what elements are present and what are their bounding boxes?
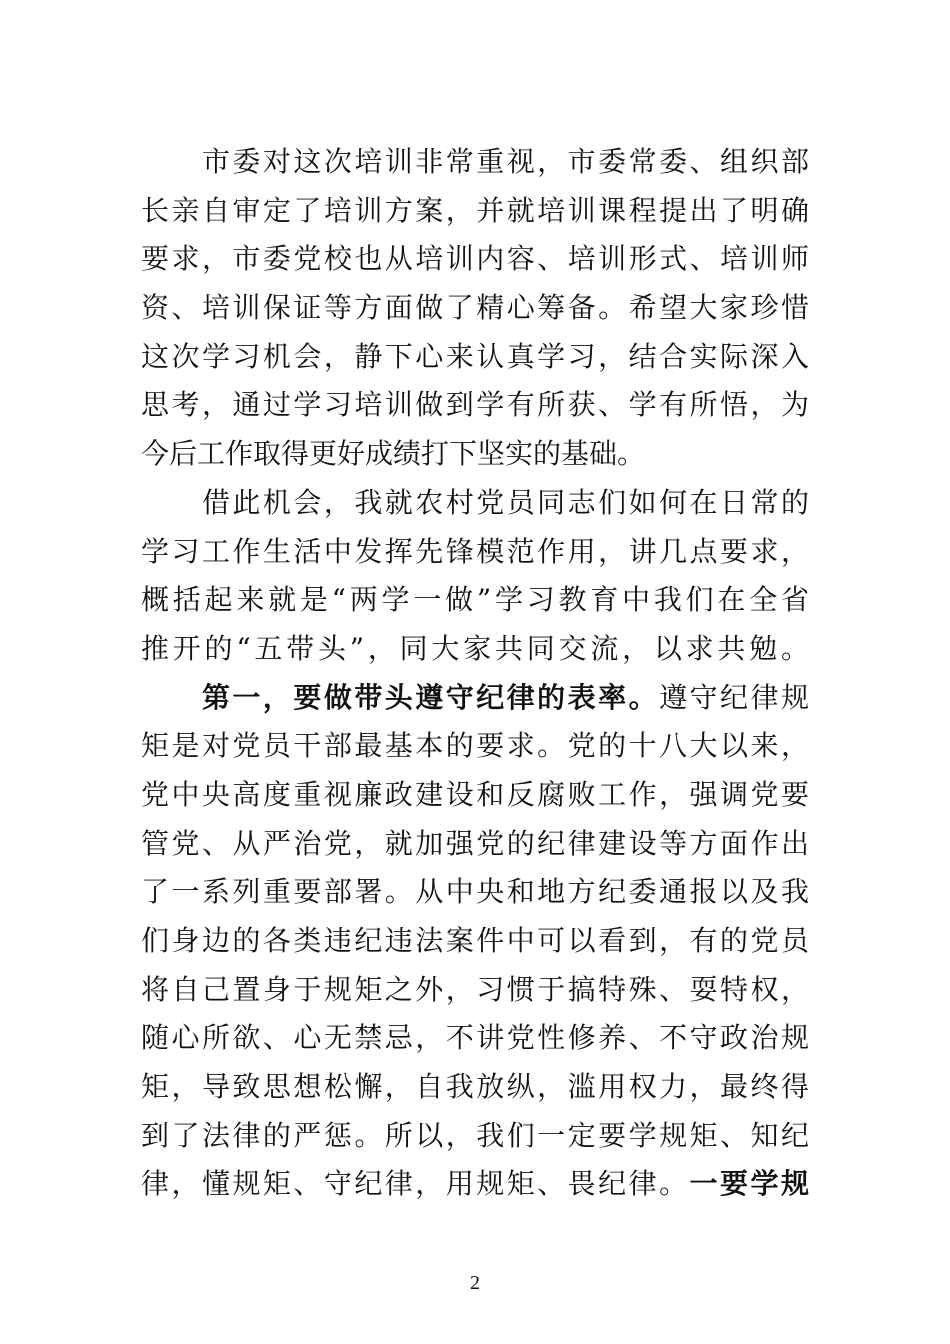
text-span: 律，懂规矩、守纪律，用规矩、畏纪律。 xyxy=(141,1167,690,1201)
text-span: 遵守纪律规 xyxy=(659,680,809,714)
text-line: 随心所欲、心无禁忌，不讲党性修养、不守政治规 xyxy=(141,1021,809,1055)
text-line: 要求，市委党校也从培训内容、培训形式、培训师 xyxy=(141,242,809,276)
text-line: 矩是对党员干部最基本的要求。党的十八大以来， xyxy=(141,729,809,763)
text-line: 管党、从严治党，就加强党的纪律建设等方面作出 xyxy=(141,826,809,860)
text-line: 这次学习机会，静下心来认真学习，结合实际深入 xyxy=(141,339,809,373)
text-line xyxy=(141,1160,809,1209)
text-line: 到了法律的严惩。所以，我们一定要学规矩、知纪 xyxy=(141,1118,809,1152)
text-line: 思考，通过学习培训做到学有所获、学有所悟，为 xyxy=(141,388,809,422)
text-line: 市委对这次培训非常重视，市委常委、组织部 xyxy=(141,145,809,178)
page-number: 2 xyxy=(470,1272,480,1294)
text-line: 借此机会，我就农村党员同志们如何在日常的 xyxy=(141,485,809,519)
text-line: 资、培训保证等方面做了精心筹备。希望大家珍惜 xyxy=(141,291,809,325)
text-line: 学习工作生活中发挥先锋模范作用，讲几点要求， xyxy=(141,534,809,568)
text-line: 概括起来就是“两学一做”学习教育中我们在全省 xyxy=(141,583,809,617)
text-line: 了一系列重要部署。从中央和地方纪委通报以及我 xyxy=(141,875,809,909)
text-line: 长亲自审定了培训方案，并就培训课程提出了明确 xyxy=(141,193,809,227)
document-body xyxy=(141,138,809,1209)
text-line: 推开的“五带头”，同大家共同交流，以求共勉。 xyxy=(141,631,809,665)
text-line: 们身边的各类违纪违法案件中可以看到，有的党员 xyxy=(141,924,809,957)
text-line xyxy=(141,674,809,723)
text-line: 矩，导致思想松懈，自我放纵，滥用权力，最终得 xyxy=(141,1070,809,1104)
text-line: 将自己置身于规矩之外，习惯于搞特殊、耍特权， xyxy=(141,972,809,1006)
text-line: 党中央高度重视廉政建设和反腐败工作，强调党要 xyxy=(141,777,809,811)
text-line: 今后工作取得更好成绩打下坚实的基础。 xyxy=(141,437,646,471)
bold-text-span: 一要学规 xyxy=(689,1167,809,1201)
section-heading: 第一，要做带头遵守纪律的表率。 xyxy=(141,680,660,714)
